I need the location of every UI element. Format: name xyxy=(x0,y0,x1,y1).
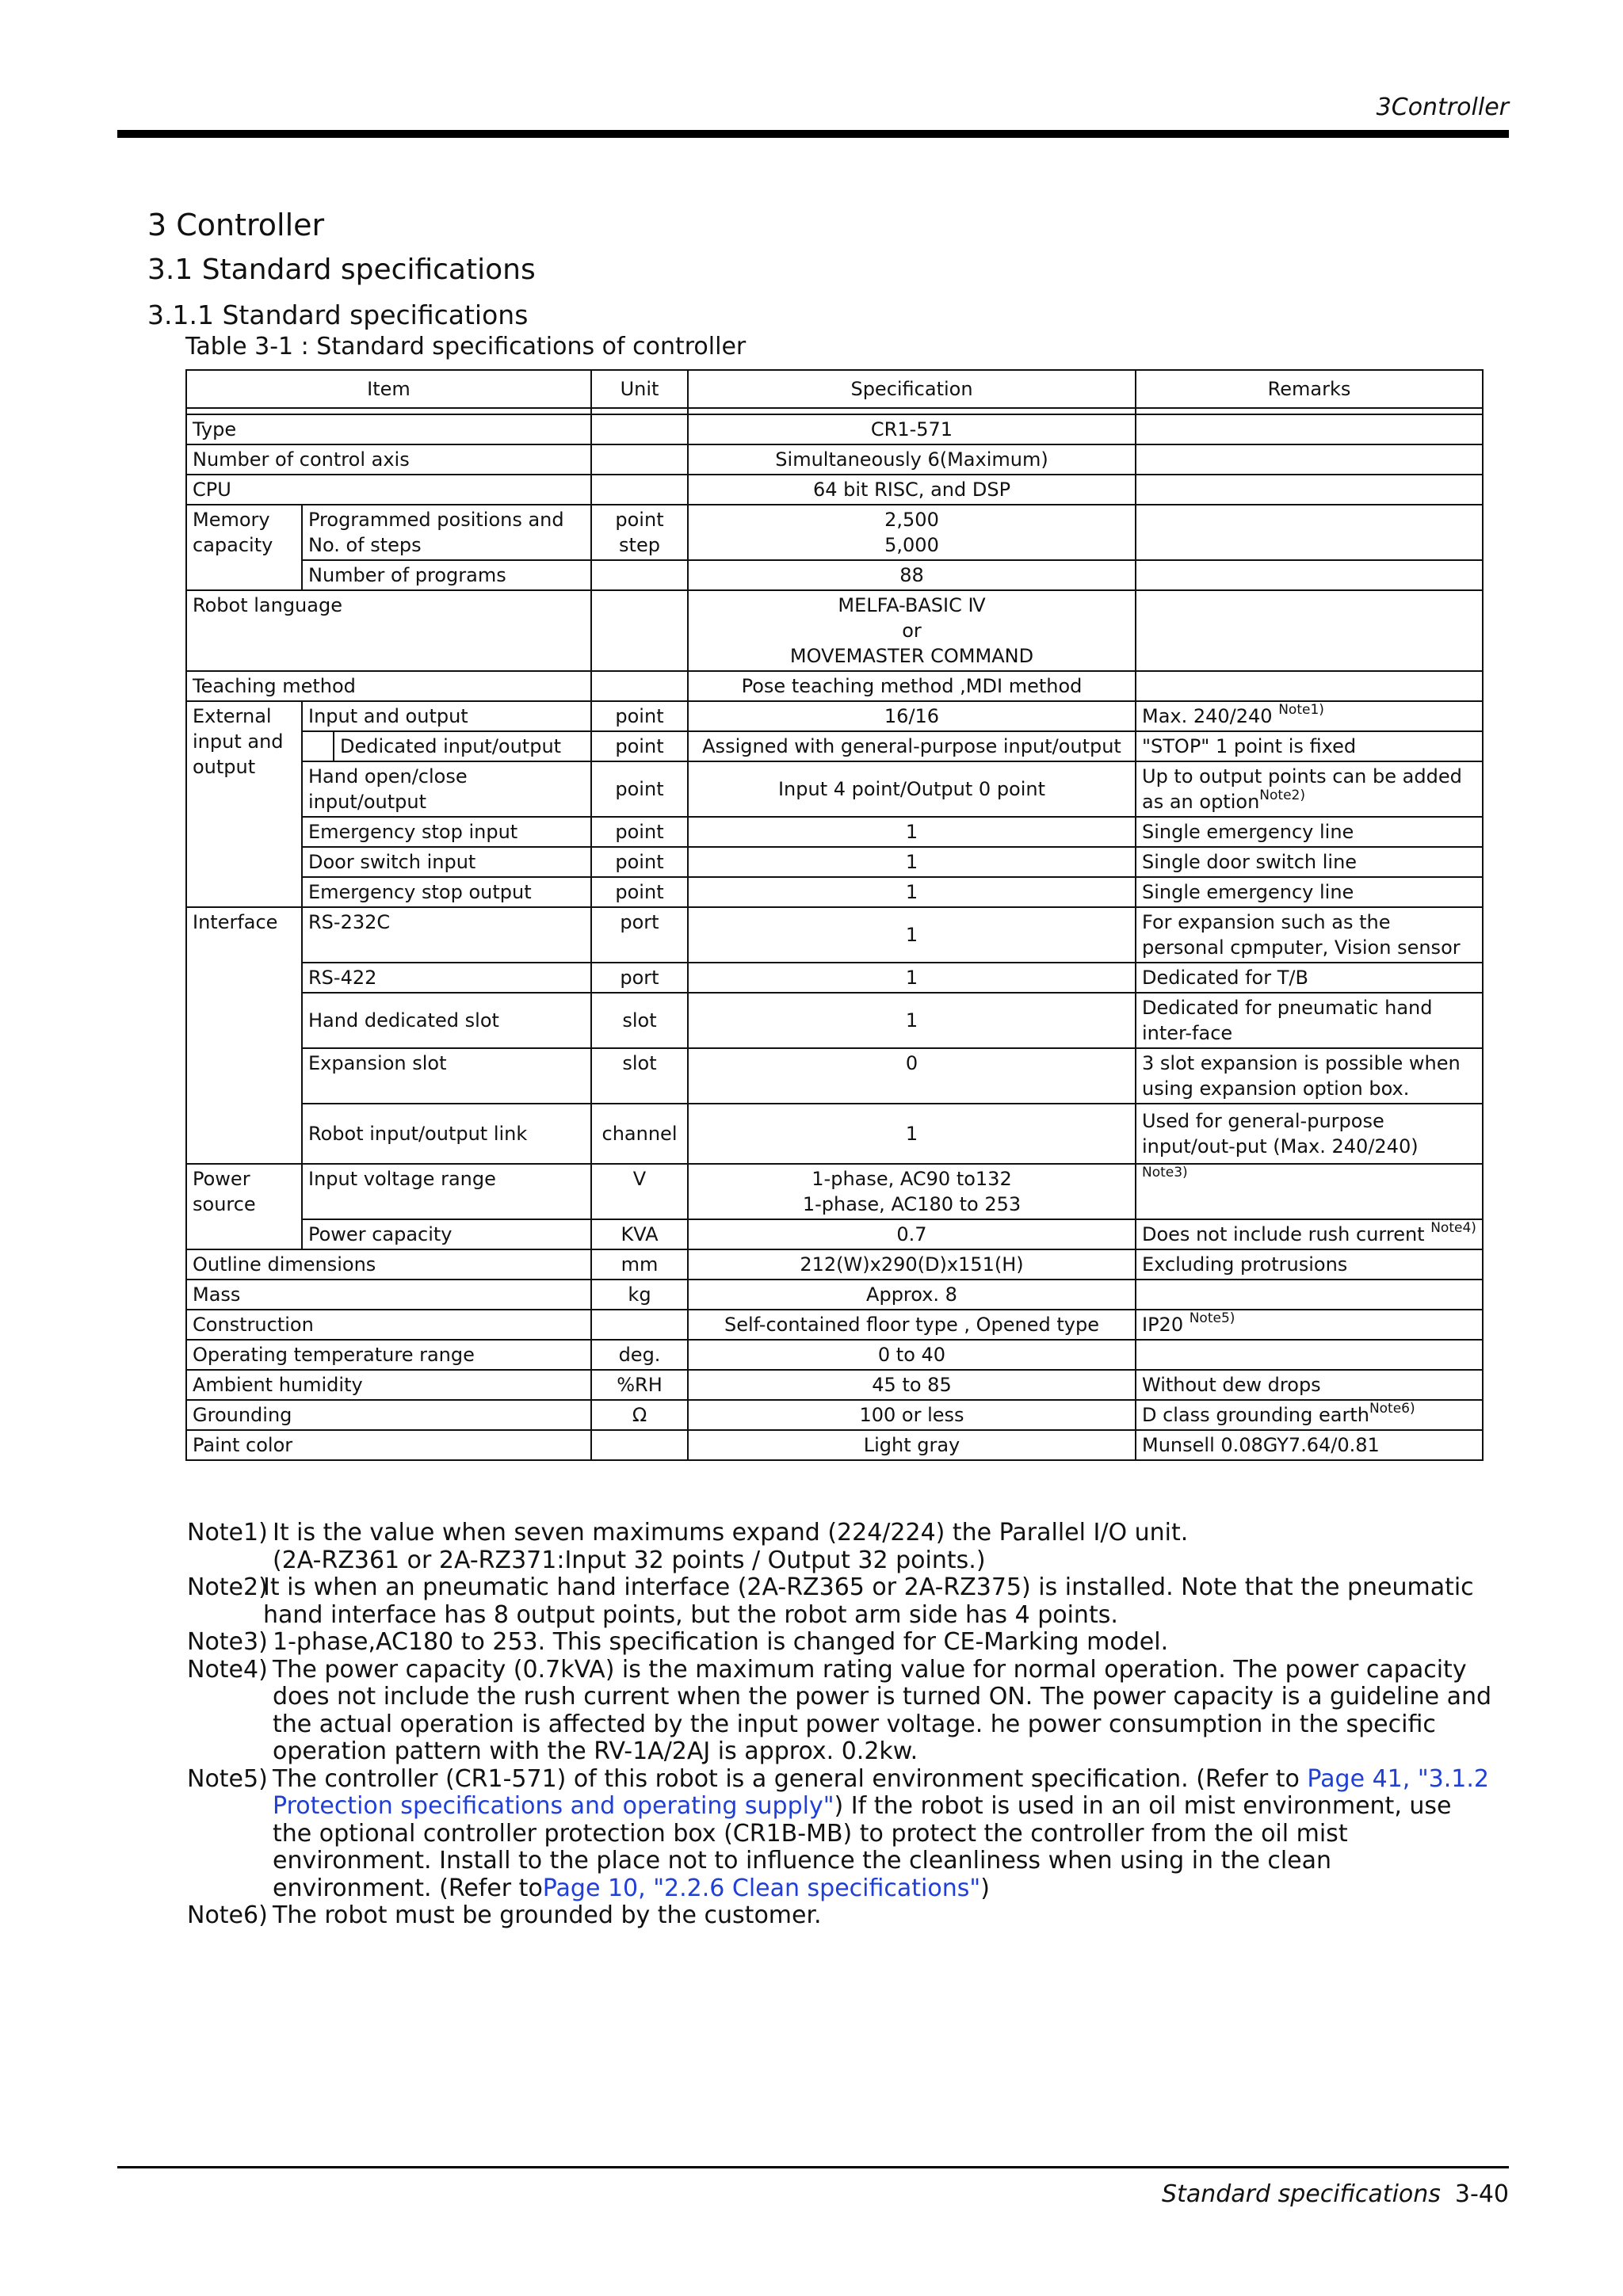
table-row xyxy=(186,590,1483,671)
row-item: Hand open/close input/output xyxy=(302,761,591,817)
note-text: It is when an pneumatic hand interface (2A-RZ365 or 2A-RZ375) is installed. Note that the pneumatic hand interface has 8 output points, but the robot arm side has 4 points. xyxy=(263,1573,1474,1629)
row-spec: Simultaneously 6(Maximum) xyxy=(688,444,1136,475)
group-label-external-io: External input and output xyxy=(186,701,302,907)
row-spec: 16/16 xyxy=(688,701,1136,731)
row-unit xyxy=(591,414,688,444)
row-unit xyxy=(591,475,688,505)
row-unit: mm xyxy=(591,1249,688,1280)
note-label: Note4) xyxy=(187,1655,268,1684)
remarks-text: Up to output points can be added as an option xyxy=(1142,765,1462,813)
row-item: Operating temperature range xyxy=(186,1340,591,1370)
row-unit: point xyxy=(591,877,688,907)
row-remarks: Munsell 0.08GY7.64/0.81 xyxy=(1136,1430,1483,1460)
remarks-text: Does not include rush current xyxy=(1142,1223,1431,1245)
note-label: Note6) xyxy=(187,1901,268,1929)
row-unit: slot xyxy=(591,993,688,1048)
row-spec: 0 to 40 xyxy=(688,1340,1136,1370)
row-spec: 100 or less xyxy=(688,1400,1136,1430)
row-unit xyxy=(591,444,688,475)
row-remarks xyxy=(1136,560,1483,590)
note-ref: Note2) xyxy=(1259,788,1305,803)
note-ref: Note6) xyxy=(1369,1401,1415,1417)
row-spec: 1 xyxy=(688,963,1136,993)
row-item: Teaching method xyxy=(186,671,591,701)
page-number: 3-40 xyxy=(1454,2180,1509,2208)
row-remarks: 3 slot expansion is possible when using expansion option box. xyxy=(1136,1048,1483,1104)
row-unit: point xyxy=(591,817,688,847)
row-spec: Approx. 8 xyxy=(688,1280,1136,1310)
row-item: Robot input/output link xyxy=(302,1104,591,1164)
row-spec: 0.7 xyxy=(688,1219,1136,1249)
row-remarks: Single door switch line xyxy=(1136,847,1483,877)
row-item: Power capacity xyxy=(302,1219,591,1249)
header-item: Item xyxy=(186,370,591,408)
row-item: Type xyxy=(186,414,591,444)
table-row xyxy=(186,1340,1483,1370)
row-item: Emergency stop input xyxy=(302,817,591,847)
row-unit xyxy=(591,1310,688,1340)
row-item: RS-422 xyxy=(302,963,591,993)
note-5 xyxy=(187,1766,1495,1903)
remarks-text: D class grounding earth xyxy=(1142,1404,1369,1426)
table-row xyxy=(186,671,1483,701)
table-row xyxy=(186,444,1483,475)
row-unit: point xyxy=(591,761,688,817)
table-row xyxy=(186,1164,1483,1219)
table-row xyxy=(186,761,1483,817)
note-ref: Note4) xyxy=(1430,1220,1476,1236)
table-row xyxy=(186,1249,1483,1280)
row-remarks xyxy=(1136,1400,1483,1430)
note-4 xyxy=(187,1657,1495,1766)
section-heading: 3.1 Standard specifications xyxy=(147,254,536,286)
table-row xyxy=(186,1430,1483,1460)
row-spec: Input 4 point/Output 0 point xyxy=(688,761,1136,817)
note-3 xyxy=(187,1629,1495,1657)
table-row xyxy=(186,505,1483,560)
row-item: Ambient humidity xyxy=(186,1370,591,1400)
row-item: Construction xyxy=(186,1310,591,1340)
row-item: Robot language xyxy=(186,590,591,671)
note-6 xyxy=(187,1902,1495,1930)
group-label-memory: Memory capacity xyxy=(186,505,302,590)
row-spec: 1 xyxy=(688,847,1136,877)
row-spec: 1 xyxy=(688,993,1136,1048)
link-clean-specs[interactable]: Page 10, "2.2.6 Clean specifications" xyxy=(542,1874,981,1902)
row-item: Number of control axis xyxy=(186,444,591,475)
footer xyxy=(1162,2180,1509,2208)
row-remarks xyxy=(1136,444,1483,475)
remarks-text: Max. 240/240 xyxy=(1142,705,1279,727)
table-row xyxy=(186,1310,1483,1340)
note-label: Note1) xyxy=(187,1519,268,1547)
row-remarks xyxy=(1136,671,1483,701)
row-item: Mass xyxy=(186,1280,591,1310)
note-text: It is the value when seven maximums expand (224/224) the Parallel I/O unit. (2A-RZ361 or 2A-RZ371:Input 32 points / Output 32 points.) xyxy=(273,1519,1189,1574)
row-remarks xyxy=(1136,1310,1483,1340)
row-unit: Ω xyxy=(591,1400,688,1430)
note-text: ) xyxy=(980,1874,990,1902)
row-item: Emergency stop output xyxy=(302,877,591,907)
row-remarks xyxy=(1136,1219,1483,1249)
row-unit: port xyxy=(591,963,688,993)
row-unit: KVA xyxy=(591,1219,688,1249)
row-unit: deg. xyxy=(591,1340,688,1370)
row-item: RS-232C xyxy=(302,907,591,963)
row-unit: point step xyxy=(591,505,688,560)
note-ref: Note3) xyxy=(1142,1165,1188,1180)
row-remarks xyxy=(1136,761,1483,817)
table-row xyxy=(186,1280,1483,1310)
header-gap xyxy=(186,408,1483,414)
table-row xyxy=(186,701,1483,731)
row-remarks: Without dew drops xyxy=(1136,1370,1483,1400)
row-unit xyxy=(591,590,688,671)
note-ref: Note1) xyxy=(1278,702,1324,718)
table-row xyxy=(186,877,1483,907)
group-label-interface: Interface xyxy=(186,907,302,1164)
note-ref: Note5) xyxy=(1189,1310,1235,1326)
row-item: Outline dimensions xyxy=(186,1249,591,1280)
note-2 xyxy=(187,1574,1495,1629)
row-remarks: Dedicated for pneumatic hand inter-face xyxy=(1136,993,1483,1048)
row-spec: 0 xyxy=(688,1048,1136,1104)
row-item: Hand dedicated slot xyxy=(302,993,591,1048)
row-item: Dedicated input/output xyxy=(334,731,591,761)
table-row xyxy=(186,1048,1483,1104)
row-remarks xyxy=(1136,414,1483,444)
group-label-power: Power source xyxy=(186,1164,302,1249)
row-remarks: Single emergency line xyxy=(1136,877,1483,907)
row-item: Number of programs xyxy=(302,560,591,590)
row-remarks xyxy=(1136,1340,1483,1370)
row-remarks xyxy=(1136,1280,1483,1310)
row-spec: MELFA-BASIC Ⅳ or MOVEMASTER COMMAND xyxy=(688,590,1136,671)
row-item: Expansion slot xyxy=(302,1048,591,1104)
table-row xyxy=(186,560,1483,590)
row-remarks: Used for general-purpose input/out-put (Max. 240/240) xyxy=(1136,1104,1483,1164)
running-header: 3Controller xyxy=(1376,93,1509,121)
row-spec: 1 xyxy=(688,907,1136,963)
note-label: Note3) xyxy=(187,1628,268,1656)
row-spec: 45 to 85 xyxy=(688,1370,1136,1400)
table-row xyxy=(186,1370,1483,1400)
table-row xyxy=(186,817,1483,847)
row-unit: slot xyxy=(591,1048,688,1104)
row-spec: 212(W)x290(D)x151(H) xyxy=(688,1249,1136,1280)
row-remarks: For expansion such as the personal cpmputer, Vision sensor xyxy=(1136,907,1483,963)
table-row xyxy=(186,993,1483,1048)
table-header-row xyxy=(186,370,1483,408)
note-text: The controller (CR1-571) of this robot is a general environment specification. (Refer to xyxy=(273,1764,1308,1793)
row-spec: Self-contained floor type , Opened type xyxy=(688,1310,1136,1340)
row-item: Input and output xyxy=(302,701,591,731)
spec-table xyxy=(185,369,1484,1461)
remarks-text: IP20 xyxy=(1142,1314,1190,1336)
indent-cell xyxy=(302,731,334,761)
note-label: Note2) xyxy=(187,1573,268,1601)
table-row xyxy=(186,1104,1483,1164)
row-item: Door switch input xyxy=(302,847,591,877)
row-unit: point xyxy=(591,701,688,731)
table-caption: Table 3-1 : Standard specifications of controller xyxy=(185,333,747,360)
note-text: The power capacity (0.7kVA) is the maximum rating value for normal operation. The power capacity does not include the rush current when the power is turned ON. The power capacity is a guideline and the actual operation is affected by the input power voltage. he power consumption in the specific operation pattern with the RV-1A/2AJ is approx. 0.2kw. xyxy=(273,1655,1492,1765)
row-spec: 1 xyxy=(688,877,1136,907)
row-spec: 2,500 5,000 xyxy=(688,505,1136,560)
footer-rule xyxy=(117,2166,1509,2168)
row-spec: CR1-571 xyxy=(688,414,1136,444)
row-remarks: Excluding protrusions xyxy=(1136,1249,1483,1280)
row-spec: 1-phase, AC90 to132 1-phase, AC180 to 253 xyxy=(688,1164,1136,1219)
row-remarks xyxy=(1136,1164,1483,1219)
row-spec: 1 xyxy=(688,817,1136,847)
row-unit: V xyxy=(591,1164,688,1219)
note-text: The robot must be grounded by the customer. xyxy=(273,1901,822,1929)
row-unit xyxy=(591,560,688,590)
row-remarks: Single emergency line xyxy=(1136,817,1483,847)
row-unit xyxy=(591,671,688,701)
table-row xyxy=(186,1400,1483,1430)
row-spec: Pose teaching method ,MDI method xyxy=(688,671,1136,701)
row-spec: Assigned with general-purpose input/output xyxy=(688,731,1136,761)
header-spec: Specification xyxy=(688,370,1136,408)
row-remarks xyxy=(1136,590,1483,671)
row-remarks xyxy=(1136,505,1483,560)
row-unit: kg xyxy=(591,1280,688,1310)
table-row xyxy=(186,963,1483,993)
row-remarks xyxy=(1136,701,1483,731)
row-unit: point xyxy=(591,731,688,761)
row-unit: port xyxy=(591,907,688,963)
row-remarks: Dedicated for T/B xyxy=(1136,963,1483,993)
subsection-heading: 3.1.1 Standard specifications xyxy=(147,299,529,330)
table-row xyxy=(186,414,1483,444)
row-unit xyxy=(591,1430,688,1460)
note-1 xyxy=(187,1520,1495,1574)
footer-title: Standard specifications xyxy=(1162,2180,1441,2208)
row-spec: Light gray xyxy=(688,1430,1136,1460)
note-text: 1-phase,AC180 to 253. This specification is changed for CE-Marking model. xyxy=(273,1628,1169,1656)
note-text: ) If the robot is used in an oil mist environment, use the optional controller protection box (CR1B-MB) to protect the controller from the oil mist environment. Install to the place not to influence the cleanliness when using in the clean environment. (Refer to xyxy=(273,1792,1452,1902)
table-row xyxy=(186,847,1483,877)
row-remarks: "STOP" 1 point is fixed xyxy=(1136,731,1483,761)
row-item: Input voltage range xyxy=(302,1164,591,1219)
table-row xyxy=(186,1219,1483,1249)
row-item: CPU xyxy=(186,475,591,505)
note-label: Note5) xyxy=(187,1764,268,1793)
header-unit: Unit xyxy=(591,370,688,408)
header-remarks: Remarks xyxy=(1136,370,1483,408)
header-rule xyxy=(117,130,1509,138)
row-unit: point xyxy=(591,847,688,877)
table-row xyxy=(186,731,1483,761)
chapter-heading: 3 Controller xyxy=(147,208,325,242)
notes-block xyxy=(187,1520,1495,1930)
row-item: Paint color xyxy=(186,1430,591,1460)
row-spec: 88 xyxy=(688,560,1136,590)
row-remarks xyxy=(1136,475,1483,505)
table-row xyxy=(186,907,1483,963)
row-spec: 64 bit RISC, and DSP xyxy=(688,475,1136,505)
row-unit: channel xyxy=(591,1104,688,1164)
link-protection-specs[interactable]: Page 41, "3.1.2 Protection specifications and operating supply" xyxy=(273,1764,1489,1820)
row-item: Programmed positions and No. of steps xyxy=(302,505,591,560)
row-item: Grounding xyxy=(186,1400,591,1430)
row-spec: 1 xyxy=(688,1104,1136,1164)
table-row xyxy=(186,475,1483,505)
row-unit: %RH xyxy=(591,1370,688,1400)
